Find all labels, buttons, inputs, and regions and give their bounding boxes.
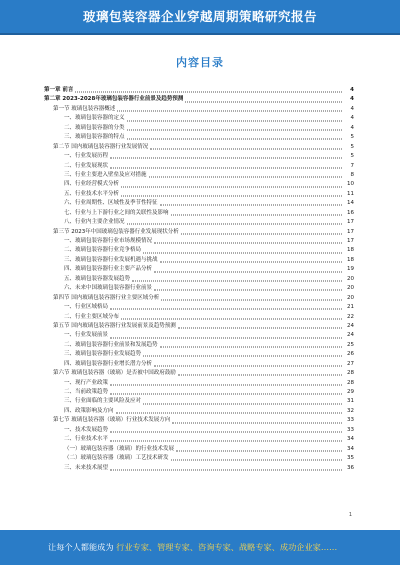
toc-entry-title: 六、未来中国玻璃包装容器行业前景 [64,285,153,292]
toc-dot-leader [150,148,342,149]
toc-entry-title: 四、玻璃包装容器行业主要产品分析 [64,266,153,273]
toc-entry-title: 第一章 前言 [44,87,74,93]
toc-entry-page: 29 [347,389,354,395]
toc-dot-leader [117,111,342,112]
toc-entry[interactable] [44,435,354,444]
toc-entry[interactable] [44,303,354,312]
toc-entry-page: 24 [347,332,354,339]
toc-heading: 内容目录 [176,56,224,69]
toc-entry[interactable] [44,416,354,425]
footer-slogan [48,530,337,565]
toc-entry-title: 三、玻璃包装容器的特点 [64,134,125,141]
toc-entry-title: 第五节 国内玻璃包装容器行业发展前景及趋势预测 [53,322,176,329]
toc-entry[interactable] [44,341,354,350]
toc-entry[interactable] [44,313,354,322]
toc-dot-leader [127,129,342,130]
toc-entry-title: 三、玻璃包装容器行业发展机遇与挑战 [64,256,158,263]
toc-entry-page: 5 [350,153,354,160]
toc-entry-page: 17 [347,219,354,226]
toc-entry-page: 17 [347,228,354,235]
toc-entry[interactable] [44,199,354,208]
toc-entry-title: 一、行业发展前景 [64,332,109,339]
toc-entry[interactable] [44,133,354,142]
toc-entry-page: 26 [347,351,354,358]
toc-entry-page: 20 [347,275,354,282]
toc-entry-page: 7 [350,162,354,169]
toc-entry[interactable] [44,209,354,218]
toc-dot-leader [127,139,342,140]
toc-entry-page: 25 [347,341,354,348]
toc-entry-page: 16 [347,209,354,216]
toc-entry-page: 8 [350,171,354,178]
toc-entry[interactable] [44,294,354,303]
toc-dot-leader [116,413,342,414]
toc-entry[interactable] [44,143,354,152]
toc-entry[interactable] [44,114,354,123]
toc-entry-title: 二、玻璃包装容器的分类 [64,124,125,131]
toc-dot-leader [154,271,342,272]
toc-dot-leader [181,233,342,234]
toc-entry-title: 一、行业发展历程 [64,153,109,160]
toc-dot-leader [143,252,342,253]
toc-entry-page: 10 [347,181,354,188]
toc-dot-leader [178,328,342,329]
toc-entry-title: 一、玻璃包装容器的定义 [64,115,125,122]
toc-dot-leader [160,205,342,206]
toc-entry-page: 4 [350,124,354,131]
toc-entry-title: （一）玻璃包装容器（玻璃）的行业技术发展 [64,445,175,452]
toc-dot-leader [160,262,342,263]
toc-entry[interactable] [44,162,354,171]
toc-entry-page: 4 [350,87,354,93]
toc-entry-title: 第七节 玻璃包装容器（玻璃）行业技术发展方向 [53,417,171,424]
toc-entry[interactable] [44,322,354,331]
toc-entry-title: 一、技术发展趋势 [64,426,109,433]
toc-entry[interactable] [44,95,354,104]
toc-dot-leader [154,290,342,291]
toc-dot-leader [127,120,342,121]
toc-entry-page: 24 [347,322,354,329]
toc-dot-leader [110,309,342,310]
toc-dot-leader [110,394,342,395]
toc-dot-leader [178,375,342,376]
toc-dot-leader [149,177,342,178]
toc-entry-title: 七、行业与上下游行业之间的关联性及影响 [64,209,169,216]
toc-entry[interactable] [44,464,354,473]
toc-entry-title: 二、行业主要区域分布 [64,313,120,320]
toc-entry-title: 二、行业技术水平 [64,436,109,443]
toc-dot-leader [110,431,342,432]
toc-entry-page: 20 [347,294,354,301]
toc-entry-title: 一、行业区域格局 [64,304,109,311]
toc-dot-leader [110,441,342,442]
toc-entry-page: 27 [347,360,354,367]
toc-entry-title: 四、政策影响及方向 [64,407,114,414]
toc-entry-page: 19 [347,266,354,273]
toc-dot-leader [75,92,342,93]
toc-entry[interactable] [44,360,354,369]
toc-entry[interactable] [44,350,354,359]
table-of-contents [44,86,354,473]
toc-entry[interactable] [44,124,354,133]
toc-entry-page: 20 [347,285,354,292]
toc-entry-title: 一、现行产业政策 [64,379,109,386]
toc-entry-title: 五、玻璃包装容器发展趋势 [64,275,131,282]
toc-entry-title: 第三节 2023年中国玻璃包装容器行业发展现状分析 [53,228,179,235]
toc-dot-leader [143,356,342,357]
toc-entry-page: 33 [347,417,354,424]
toc-dot-leader [176,450,342,451]
toc-entry-title: 第一节 玻璃包装容器概述 [53,105,116,112]
toc-entry[interactable] [44,284,354,293]
toc-entry-title: 第六节 玻璃包装容器（玻璃）是否被中国政府鼓励 [53,370,176,377]
toc-entry-title: 第四节 国内玻璃包装容器行业主要区域分析 [53,294,160,301]
toc-dot-leader [121,186,342,187]
toc-entry-page: 28 [347,379,354,386]
toc-entry-title: 第二节 国内玻璃包装容器行业发展情况 [53,143,149,150]
toc-entry[interactable] [44,454,354,463]
toc-entry-title: 第二章 2023-2028年玻璃包装容器行业前景及趋势预测 [44,96,184,103]
toc-entry-page: 34 [347,445,354,452]
toc-entry[interactable] [44,388,354,397]
toc-entry[interactable] [44,256,354,265]
toc-dot-leader [154,365,342,366]
toc-dot-leader [121,318,342,319]
footer-slogan-lead: 让每个人都能成为 [48,542,114,552]
toc-entry[interactable] [44,105,354,114]
toc-entry-title: 三、玻璃包装容器行业发展趋势 [64,351,142,358]
toc-entry-page: 18 [347,256,354,263]
toc-entry[interactable] [44,171,354,180]
toc-entry-title: 一、玻璃包装容器行业市场规模情况 [64,238,153,244]
toc-entry[interactable] [44,86,354,95]
toc-dot-leader [160,347,342,348]
toc-entry-title: 三、未来技术展望 [64,464,109,471]
toc-entry-title: 三、行业主要进入壁垒及应对措施 [64,171,147,178]
report-title: 玻璃包装容器企业穿越周期策略研究报告 [82,9,317,24]
header-divider [0,33,400,35]
toc-entry-title: 四、玻璃包装容器行业增长潜力分析 [64,360,153,367]
toc-entry[interactable] [44,397,354,406]
toc-entry[interactable] [44,218,354,227]
toc-entry-title: 五、行业技术水平分析 [64,190,120,197]
toc-entry[interactable] [44,426,354,435]
toc-entry-page: 4 [350,115,354,122]
toc-entry-title: 二、行业发展现状 [64,162,109,169]
toc-entry[interactable] [44,379,354,388]
toc-dot-leader [121,196,342,197]
toc-dot-leader [110,167,342,168]
toc-entry-page: 17 [347,238,354,244]
toc-entry-title: 二、当前政策趋势 [64,389,109,395]
toc-entry-title: 六、行业周期性、区域性及季节性特征 [64,200,158,207]
toc-dot-leader [132,280,342,281]
toc-entry-page: 18 [347,247,354,254]
toc-entry-page: 11 [347,190,354,197]
toc-dot-leader [154,243,342,244]
toc-dot-leader [110,158,342,159]
toc-entry-page: 32 [347,407,354,414]
toc-entry[interactable] [44,445,354,454]
footer-slogan-highlight: 行业专家、管理专家、咨询专家、战略专家、成功企业家…… [116,542,338,552]
toc-entry-page: 14 [347,200,354,207]
toc-dot-leader [172,422,342,423]
toc-dot-leader [110,337,342,338]
toc-entry-title: （二）玻璃包装容器（玻璃）工艺技术研发 [64,455,169,462]
toc-entry[interactable] [44,246,354,255]
toc-dot-leader [110,384,342,385]
toc-entry-title: 二、玻璃包装容器行业竞争格局 [64,247,142,254]
toc-dot-leader [127,224,342,225]
toc-entry[interactable] [44,407,354,416]
toc-dot-leader [161,299,342,300]
toc-entry-page: 22 [347,313,354,320]
toc-entry-page: 35 [347,455,354,462]
toc-entry-page: 28 [347,370,354,377]
toc-entry[interactable] [44,237,354,246]
toc-entry[interactable] [44,152,354,161]
toc-entry[interactable] [44,190,354,199]
toc-entry-page: 33 [347,426,354,433]
toc-entry-title: 四、行业经营模式分析 [64,181,120,188]
toc-entry[interactable] [44,275,354,284]
toc-entry-page: 5 [350,143,354,150]
toc-entry[interactable] [44,180,354,189]
toc-dot-leader [143,403,342,404]
toc-entry[interactable] [44,369,354,378]
toc-entry-title: 二、玻璃包装容器行业前景和发展趋势 [64,341,158,348]
toc-entry-page: 4 [350,96,354,103]
toc-entry[interactable] [44,331,354,340]
toc-entry[interactable] [44,265,354,274]
toc-entry-title: 三、行业面临的主要风险及应对 [64,398,142,405]
toc-dot-leader [185,101,342,102]
toc-entry-page: 36 [347,464,354,471]
toc-entry-title: 八、行业内主要企业情况 [64,219,125,226]
toc-entry-page: 5 [350,134,354,141]
toc-entry-page: 21 [347,304,354,311]
toc-entry-page: 34 [347,436,354,443]
page-number: 1 [348,512,352,518]
toc-entry-page: 4 [350,105,354,112]
toc-entry-page: 31 [347,398,354,405]
toc-dot-leader [171,460,342,461]
toc-entry[interactable] [44,228,354,237]
toc-dot-leader [171,214,342,215]
toc-dot-leader [110,469,342,470]
